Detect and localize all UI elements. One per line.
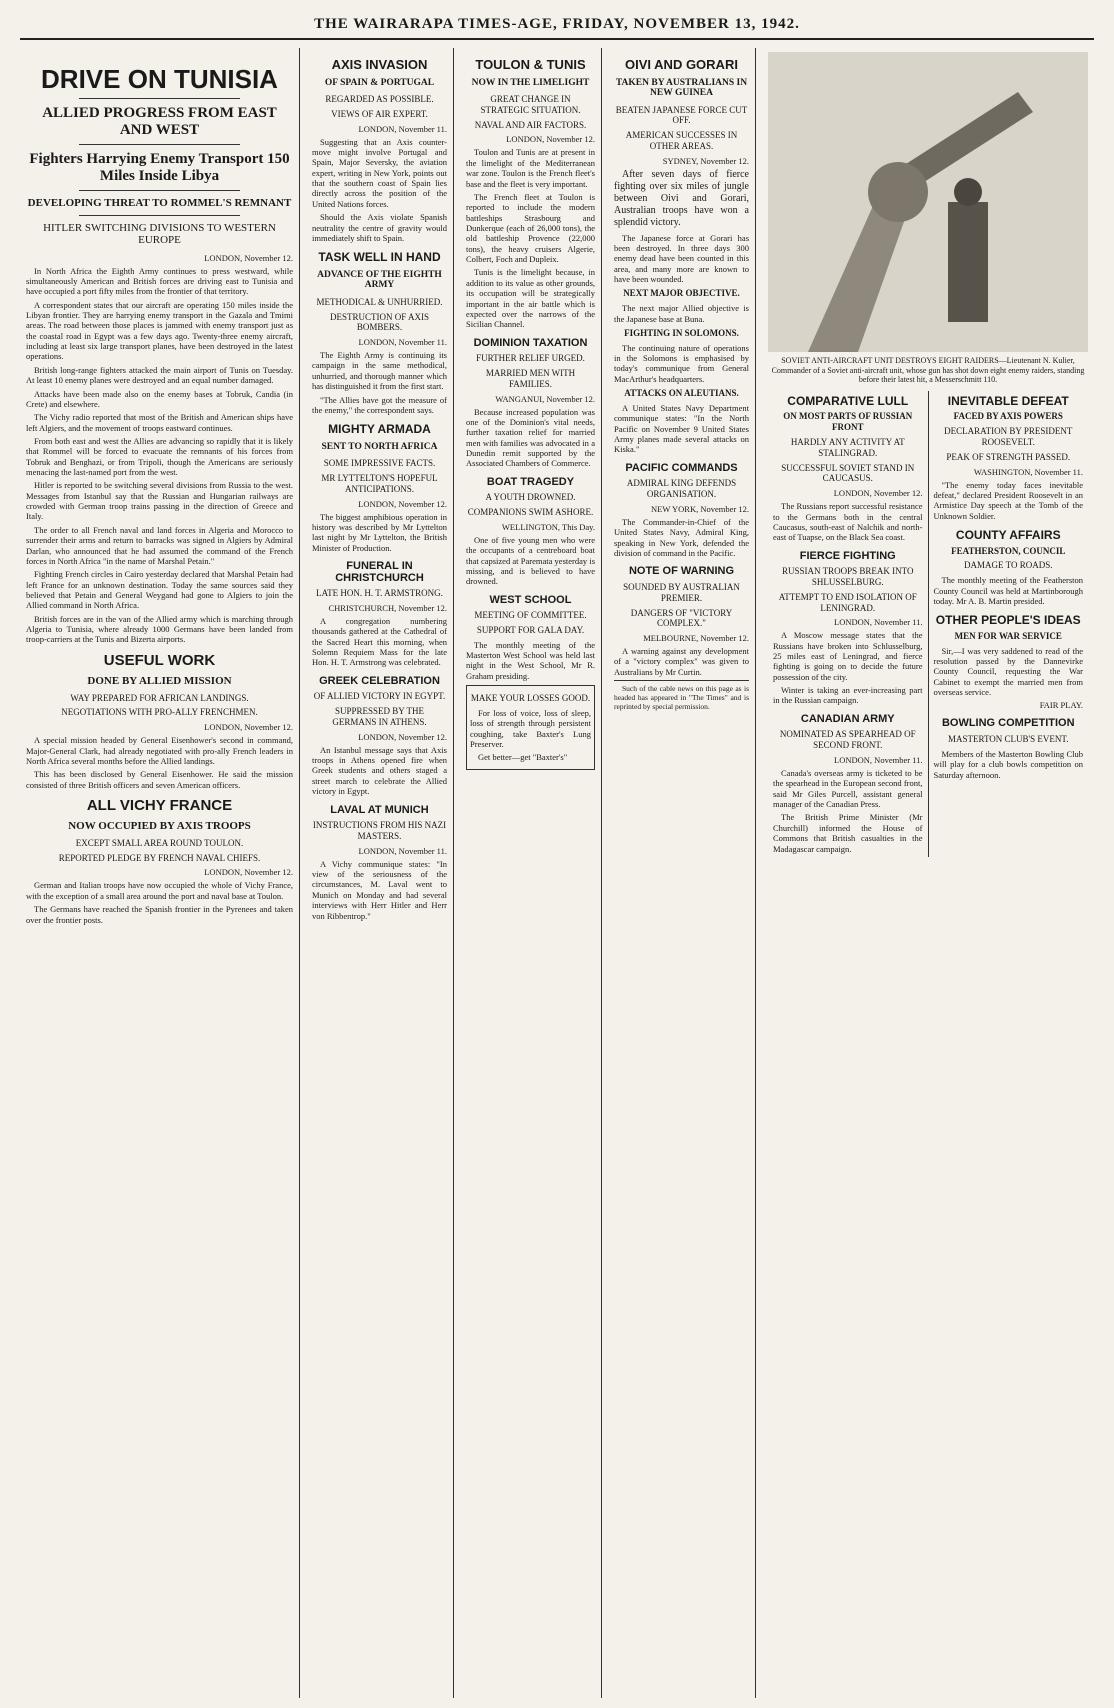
deck: MARRIED MEN WITH FAMILIES. (485, 367, 576, 389)
article-body: One of five young men who were the occupants of a centreboard boat that capsized at Paremata yesterday is missing, and is believed to have drowned. (466, 534, 595, 587)
headline-funeral: FUNERAL IN CHRISTCHURCH (335, 560, 424, 584)
deck: NEGOTIATIONS WITH PRO-ALLY FRENCHMEN. (61, 707, 258, 718)
section-head: ATTACKS ON ALEUTIANS. (624, 388, 739, 399)
photo-caption: SOVIET ANTI-AIRCRAFT UNIT DESTROYS EIGHT RAIDERS—Lieutenant N. Kulier, Commander of a Soviet anti-aircraft unit, whose gun has shot down eight enemy raiders, standing before their latest hit, a Messerschmitt 110. (771, 356, 1085, 385)
headline-canadian-army: CANADIAN ARMY (800, 712, 895, 725)
dateline: WANGANUI, November 12. (495, 393, 595, 404)
subhead: SENT TO NORTH AFRICA (321, 441, 438, 452)
ad-headline: MAKE YOUR LOSSES GOOD. (470, 693, 591, 704)
dateline: WELLINGTON, This Day. (501, 521, 595, 532)
article-body: "The enemy today faces inevitable defeat," declared President Roosevelt in an Armistice Day speech at the Tomb of the Unknown Soldier. (933, 479, 1083, 521)
deck: SOME IMPRESSIVE FACTS. (323, 458, 436, 469)
deck: ON MOST PARTS OF RUSSIAN FRONT (783, 411, 913, 433)
dateline: LONDON, November 12. (358, 498, 447, 509)
column-right (762, 48, 1094, 1698)
headline-fierce-fighting: FIERCE FIGHTING (799, 549, 896, 562)
headline-oivi-and-gorari: OIVI AND GORARI (625, 57, 738, 72)
article-body: The Commander-in-Chief of the United States Navy, Admiral King, speaking in New York, defended the division of command in the Pacific. (614, 516, 749, 558)
headline-pacific-commands: PACIFIC COMMANDS (625, 461, 738, 474)
headline-note-of-warning: NOTE OF WARNING (628, 565, 735, 578)
deck: SOUNDED BY AUSTRALIAN PREMIER. (623, 581, 740, 603)
deck: BEATEN JAPANESE FORCE CUT OFF. (615, 104, 748, 126)
article-body: The biggest amphibious operation in history was described by Mr Lyttelton last night by Mr Lyttelton, the British Minister of Production. (312, 511, 447, 553)
deck: WAY PREPARED FOR AFRICAN LANDINGS. (70, 692, 249, 703)
dateline: LONDON, November 12. (204, 867, 293, 878)
headline-comparative-lull: COMPARATIVE LULL (787, 393, 909, 408)
deck: FURTHER RELIEF URGED. (476, 353, 585, 364)
deck: RUSSIAN TROOPS BREAK INTO SHLUSSELBURG. (782, 566, 914, 587)
section-head: NEXT MAJOR OBJECTIVE. (623, 288, 740, 299)
deck: ADMIRAL KING DEFENDS ORGANISATION. (626, 478, 737, 500)
article-body: An Istanbul message says that Axis troops in Athens opened fire when Greek students and others staged a street march to celebrate the Allied victory in Egypt. (312, 744, 447, 797)
article-body: Suggesting that an Axis counter-move might involve Portugal and Spain, Major Seversky, the aviation expert, writing in New York, points out that the southern coast of Spain lies directly across the position of the United Nations forces. Should the Axis violate Spanish neutrality the centre of gravity would immediately shift to Spain. (312, 136, 447, 243)
column-3 (460, 48, 602, 1698)
subhead: HITLER SWITCHING DIVISIONS TO WESTERN EUROPE (43, 222, 276, 247)
dateline: LONDON, November 11. (834, 617, 923, 628)
deck: DAMAGE TO ROADS. (964, 560, 1053, 571)
deck: COMPANIONS SWIM ASHORE. (467, 507, 594, 518)
deck: SUPPORT FOR GALA DAY. (476, 624, 585, 635)
photo-illustration (768, 52, 1088, 352)
deck: REPORTED PLEDGE BY FRENCH NAVAL CHIEFS. (58, 852, 261, 863)
dateline: LONDON, November 11. (834, 754, 923, 765)
subcolumn-left (768, 391, 929, 857)
article-body: The continuing nature of operations in the Solomons is emphasised by today's communique from General MacArthur's headquarters. (614, 342, 749, 384)
subhead: DEVELOPING THREAT TO ROMMEL'S REMNANT (27, 197, 292, 210)
letter-signature: FAIR PLAY. (1039, 700, 1083, 711)
headline-bowling-competition: BOWLING COMPETITION (941, 717, 1075, 730)
dateline: WASHINGTON, November 11. (973, 466, 1083, 477)
subhead: OF SPAIN & PORTUGAL (324, 77, 435, 88)
letter-body: Sir,—I was very saddened to read of the resolution passed by the Dannevirke County Council, requesting the War Cabinet to exempt the married men from overseas service. (933, 645, 1083, 698)
subhead: NOW OCCUPIED BY AXIS TROOPS (68, 819, 251, 832)
article-body: After seven days of fierce fighting over six miles of jungle between Oivi and Gorari, Australian troops have won a splendid victory. (614, 168, 749, 229)
deck: MEETING OF COMMITTEE. (474, 610, 587, 621)
deck: FACED BY AXIS POWERS (953, 411, 1063, 422)
column-2 (306, 48, 454, 1698)
article-body: The monthly meeting of the Masterton West School was held last night in the West School, Mr R. Graham presiding. (466, 639, 595, 681)
headline-boat-tragedy: BOAT TRAGEDY (486, 475, 575, 488)
deck: NOMINATED AS SPEARHEAD OF SECOND FRONT. (779, 729, 916, 751)
deck: NAVAL AND AIR FACTORS. (474, 119, 587, 130)
headline-greek-celebration: GREEK CELEBRATION (319, 674, 440, 687)
dateline: LONDON, November 11. (358, 845, 447, 856)
headline-inevitable-defeat: INEVITABLE DEFEAT (947, 393, 1069, 408)
headline-mighty-armada: MIGHTY ARMADA (328, 422, 431, 437)
dateline: SYDNEY, November 12. (662, 155, 749, 166)
subhead: DONE BY ALLIED MISSION (87, 674, 232, 687)
dateline: MELBOURNE, November 12. (643, 633, 749, 644)
deck: SUPPRESSED BY THE GERMANS IN ATHENS. (332, 706, 427, 727)
article-body: The Japanese force at Gorari has been destroyed. In three days 300 enemy dead have been counted in this area, and many more are known to have been wounded. (614, 232, 749, 285)
article-body: A Moscow message states that the Russians have broken into Schlusselburg, 25 miles east of Leningrad, and fierce fighting is going on to decide the future possession of the city. Winter is taking an ever-increasing part in the Russian campaign. (773, 630, 923, 706)
dateline: LONDON, November 12. (204, 722, 293, 733)
subhead: Fighters Harrying Enemy Transport 150 Miles Inside Libya (29, 151, 290, 184)
article-body: The Russians report successful resistance to the Germans both in the central Caucasus, south-east of Nalchik and north-east of Tuapse, on the Black Sea coast. (773, 501, 923, 543)
masthead: THE WAIRARAPA TIMES-AGE, FRIDAY, NOVEMBER 13, 1942. (20, 16, 1094, 40)
deck: MR LYTTELTON'S HOPEFUL ANTICIPATIONS. (321, 473, 438, 494)
subhead: NOW IN THE LIMELIGHT (471, 77, 590, 88)
headline-county-affairs: COUNTY AFFAIRS (955, 528, 1061, 542)
footnote: Such of the cable news on this page as is headed has appeared in "The Times" and is reprinted by special permission. (614, 680, 749, 711)
article-body: A congregation numbering thousands gathered at the Cathedral of the Sacred Heart this morning, when Solemn Requiem Mass for the late Hon. H. T. Armstrong was celebrated. (312, 616, 447, 668)
deck: OF ALLIED VICTORY IN EGYPT. (313, 691, 446, 702)
headline-all-vichy-france: ALL VICHY FRANCE (86, 797, 233, 815)
headline-axis-invasion: AXIS INVASION (331, 57, 428, 72)
subcolumn-right (929, 391, 1089, 857)
article-body: In North Africa the Eighth Army continues to press westward, while simultaneously American and British forces are driving east to Tunisia and have occupied a port fifty miles from the frontier of that territory. A correspondent states that our aircraft are operating 150 miles inside the Libyan frontier. They are harrying enemy transport in the Gazala and Tmimi areas. The road between those places is jammed with enemy transport just as the coastal road in Egypt was a few days ago. Twenty-three enemy aircraft, including at least six large transport planes, have been destroyed in the latest operations. British long-range fighters attacked the main airport of Tunis on Tuesday. At least 10 enemy planes were destroyed and an equal number damaged. Attacks have been made also on the enemy bases at Tobruk, Candia (in Crete) and elsewhere. The Vichy radio reported that most of the British and American ships have left Algiers, and the movement of troops eastward continues. From both east and west the Allies are advancing so rapidly that it is likely that Rommel will be forced to evacuate the remnants of his forces from Tobruk and Benghazi, or from Tripoli, though the Americans are seriously menacing the last-named port from the west. Hitler is reported to be switching several divisions from Russia to the west. Messages from Istanbul say that the Russian and Hungarian railways are crowded with German troop trains passing in the direction of Greece and Italy. The order to all French naval and land forces in Algeria and Morocco to surrender their arms and return to barracks was signed in Algiers by Admiral Darlan, who announced that he had assumed the command of the French forces in North Africa "in the name of Marshal Petain." Fighting French circles in Cairo yesterday declared that Marshal Petain had left France for an unknown destination. Today the same sources said they believed that Petain and General Weygand had gone to Algiers to join the Allied command in North Africa. British forces are in the van of the Allied army which is marching through Algeria to Tunisia, where already 1000 Germans have been landed from troop-carriers at the Tunis and Bizerta airports. (26, 265, 293, 645)
deck: GREAT CHANGE IN STRATEGIC SITUATION. (480, 94, 581, 115)
article-body: A United States Navy Department communique states: "In the North Pacific on November 9 United States Army planes made several attacks on Kiska." (614, 402, 749, 455)
deck: AMERICAN SUCCESSES IN OTHER AREAS. (625, 130, 738, 151)
headline-dominion-taxation: DOMINION TAXATION (473, 336, 588, 349)
deck: PEAK OF STRENGTH PASSED. (946, 451, 1071, 462)
subhead: ALLIED PROGRESS FROM EAST AND WEST (42, 105, 277, 138)
article-body: A Vichy communique states: "In view of the seriousness of the circumstances, M. Laval went to Munich on Monday and had several interviews with Herr Hitler and Herr von Ribbentrop." (312, 858, 447, 921)
article-body: Because increased population was one of the Dominion's vital needs, further taxation relief for married men with families was advocated in a Dunedin remit supported by the Associated Chambers of Commerce. (466, 406, 595, 469)
headline-useful-work: USEFUL WORK (103, 651, 216, 669)
deck: METHODICAL & UNHURRIED. (316, 296, 443, 307)
dateline: LONDON, November 12. (833, 488, 923, 499)
headline-drive-on-tunisia: DRIVE ON TUNISIA (41, 64, 278, 94)
deck: ATTEMPT TO END ISOLATION OF LENINGRAD. (778, 591, 917, 613)
photo-soviet-anti-aircraft (768, 52, 1088, 352)
ad-body: For loss of voice, loss of sleep, loss of strength through persistent coughing, take Baxter's Lung Preserver. Get better—get "Baxter's" (470, 707, 591, 763)
deck: A YOUTH DROWNED. (485, 492, 576, 503)
article-body: The Eighth Army is continuing its campaign in the same methodical, unhurried, and thorough manner which has distinguished it from the first start. "The Allies have got the measure of the enemy," the correspondent says. (312, 350, 447, 415)
article-body: Toulon and Tunis are at present in the limelight of the Mediterranean war zone. Toulon is the French fleet's base and the fleet is very important. The French fleet at Toulon is reported to include the modern battleships Strasbourg and Dunkerque (each of 26,000 tons), the old battleship Provence (22,000 tons), the heavy cruisers Algerie, Colbert, Foch and Dupleix. Tunis is the limelight because, in addition to its value as other grounds, its occupation will be strategically important in the air battle which is expected over the narrows of the Sicilian Channel. (466, 147, 595, 330)
deck: LATE HON. H. T. ARMSTRONG. (316, 588, 443, 599)
headline-other-peoples-ideas: OTHER PEOPLE'S IDEAS (935, 613, 1081, 628)
deck: DANGERS OF "VICTORY COMPLEX." (630, 607, 733, 629)
column-4 (608, 48, 756, 1698)
article-body: Canada's overseas army is ticketed to be the spearhead in the European second front, said Mr Giles Purcell, assistant general manager of the Canadian Press. The British Prime Minister (Mr Churchill) informed the House of Commons that British casualties in the Madagascar campaign. (773, 767, 923, 854)
deck: MASTERTON CLUB'S EVENT. (947, 734, 1069, 744)
dateline: LONDON, November 12. (204, 252, 293, 263)
article-body: German and Italian troops have now occupied the whole of Vichy France, with the exception of a small area around the port and naval base at Toulon. The Germans have reached the Spanish frontier in the Pyrenees and taken over the frontier posts. (26, 880, 293, 925)
column-1 (20, 48, 300, 1698)
deck: VIEWS OF AIR EXPERT. (331, 108, 428, 119)
article-body: A warning against any development of a "victory complex" was given to Australians by Mr Curtin. (614, 646, 749, 677)
dateline: CHRISTCHURCH, November 12. (328, 603, 447, 614)
headline-west-school: WEST SCHOOL (489, 593, 572, 606)
subhead: TAKEN BY AUSTRALIANS IN NEW GUINEA (615, 77, 748, 99)
subhead: ADVANCE OF THE EIGHTH ARMY (317, 269, 442, 291)
dateline: NEW YORK, November 12. (651, 503, 749, 514)
advertisement-baxters (466, 685, 595, 770)
deck: INSTRUCTIONS FROM HIS NAZI MASTERS. (312, 820, 447, 841)
deck: MEN FOR WAR SERVICE (954, 630, 1062, 641)
deck: FEATHERSTON, COUNCIL (951, 545, 1066, 556)
article-body: A special mission headed by General Eisenhower's second in command, Major-General Clark, had already negotiated with pro-ally French leaders in North Africa several months before the Allied landings. This has been disclosed by General Eisenhower. He said the mission consisted of three British officers and seven American officers. (26, 735, 293, 790)
dateline: LONDON, November 12. (358, 731, 447, 742)
headline-laval-at-munich: LAVAL AT MUNICH (330, 803, 429, 816)
deck: EXCEPT SMALL AREA ROUND TOULON. (75, 837, 244, 848)
deck: HARDLY ANY ACTIVITY AT STALINGRAD. (790, 436, 905, 458)
dateline: LONDON, November 11. (358, 123, 447, 134)
headline-toulon-tunis: TOULON & TUNIS (475, 57, 586, 72)
article-body: The next major Allied objective is the Japanese base at Buna. (614, 303, 749, 324)
deck: REGARDED AS POSSIBLE. (325, 94, 434, 105)
deck: DECLARATION BY PRESIDENT ROOSEVELT. (944, 426, 1073, 447)
article-body: Members of the Masterton Bowling Club will play for a club bowls competition on Saturday afternoon. (933, 748, 1083, 780)
dateline: LONDON, November 11. (358, 337, 447, 348)
section-head: FIGHTING IN SOLOMONS. (624, 327, 739, 338)
article-body: The monthly meeting of the Featherston County Council was held at Martinborough today. Mr A. B. Martin presided. (933, 575, 1083, 606)
dateline: LONDON, November 12. (506, 134, 595, 145)
headline-task-well-in-hand: TASK WELL IN HAND (318, 250, 441, 265)
deck: SUCCESSFUL SOVIET STAND IN CAUCASUS. (781, 462, 915, 484)
deck: DESTRUCTION OF AXIS BOMBERS. (329, 311, 429, 333)
